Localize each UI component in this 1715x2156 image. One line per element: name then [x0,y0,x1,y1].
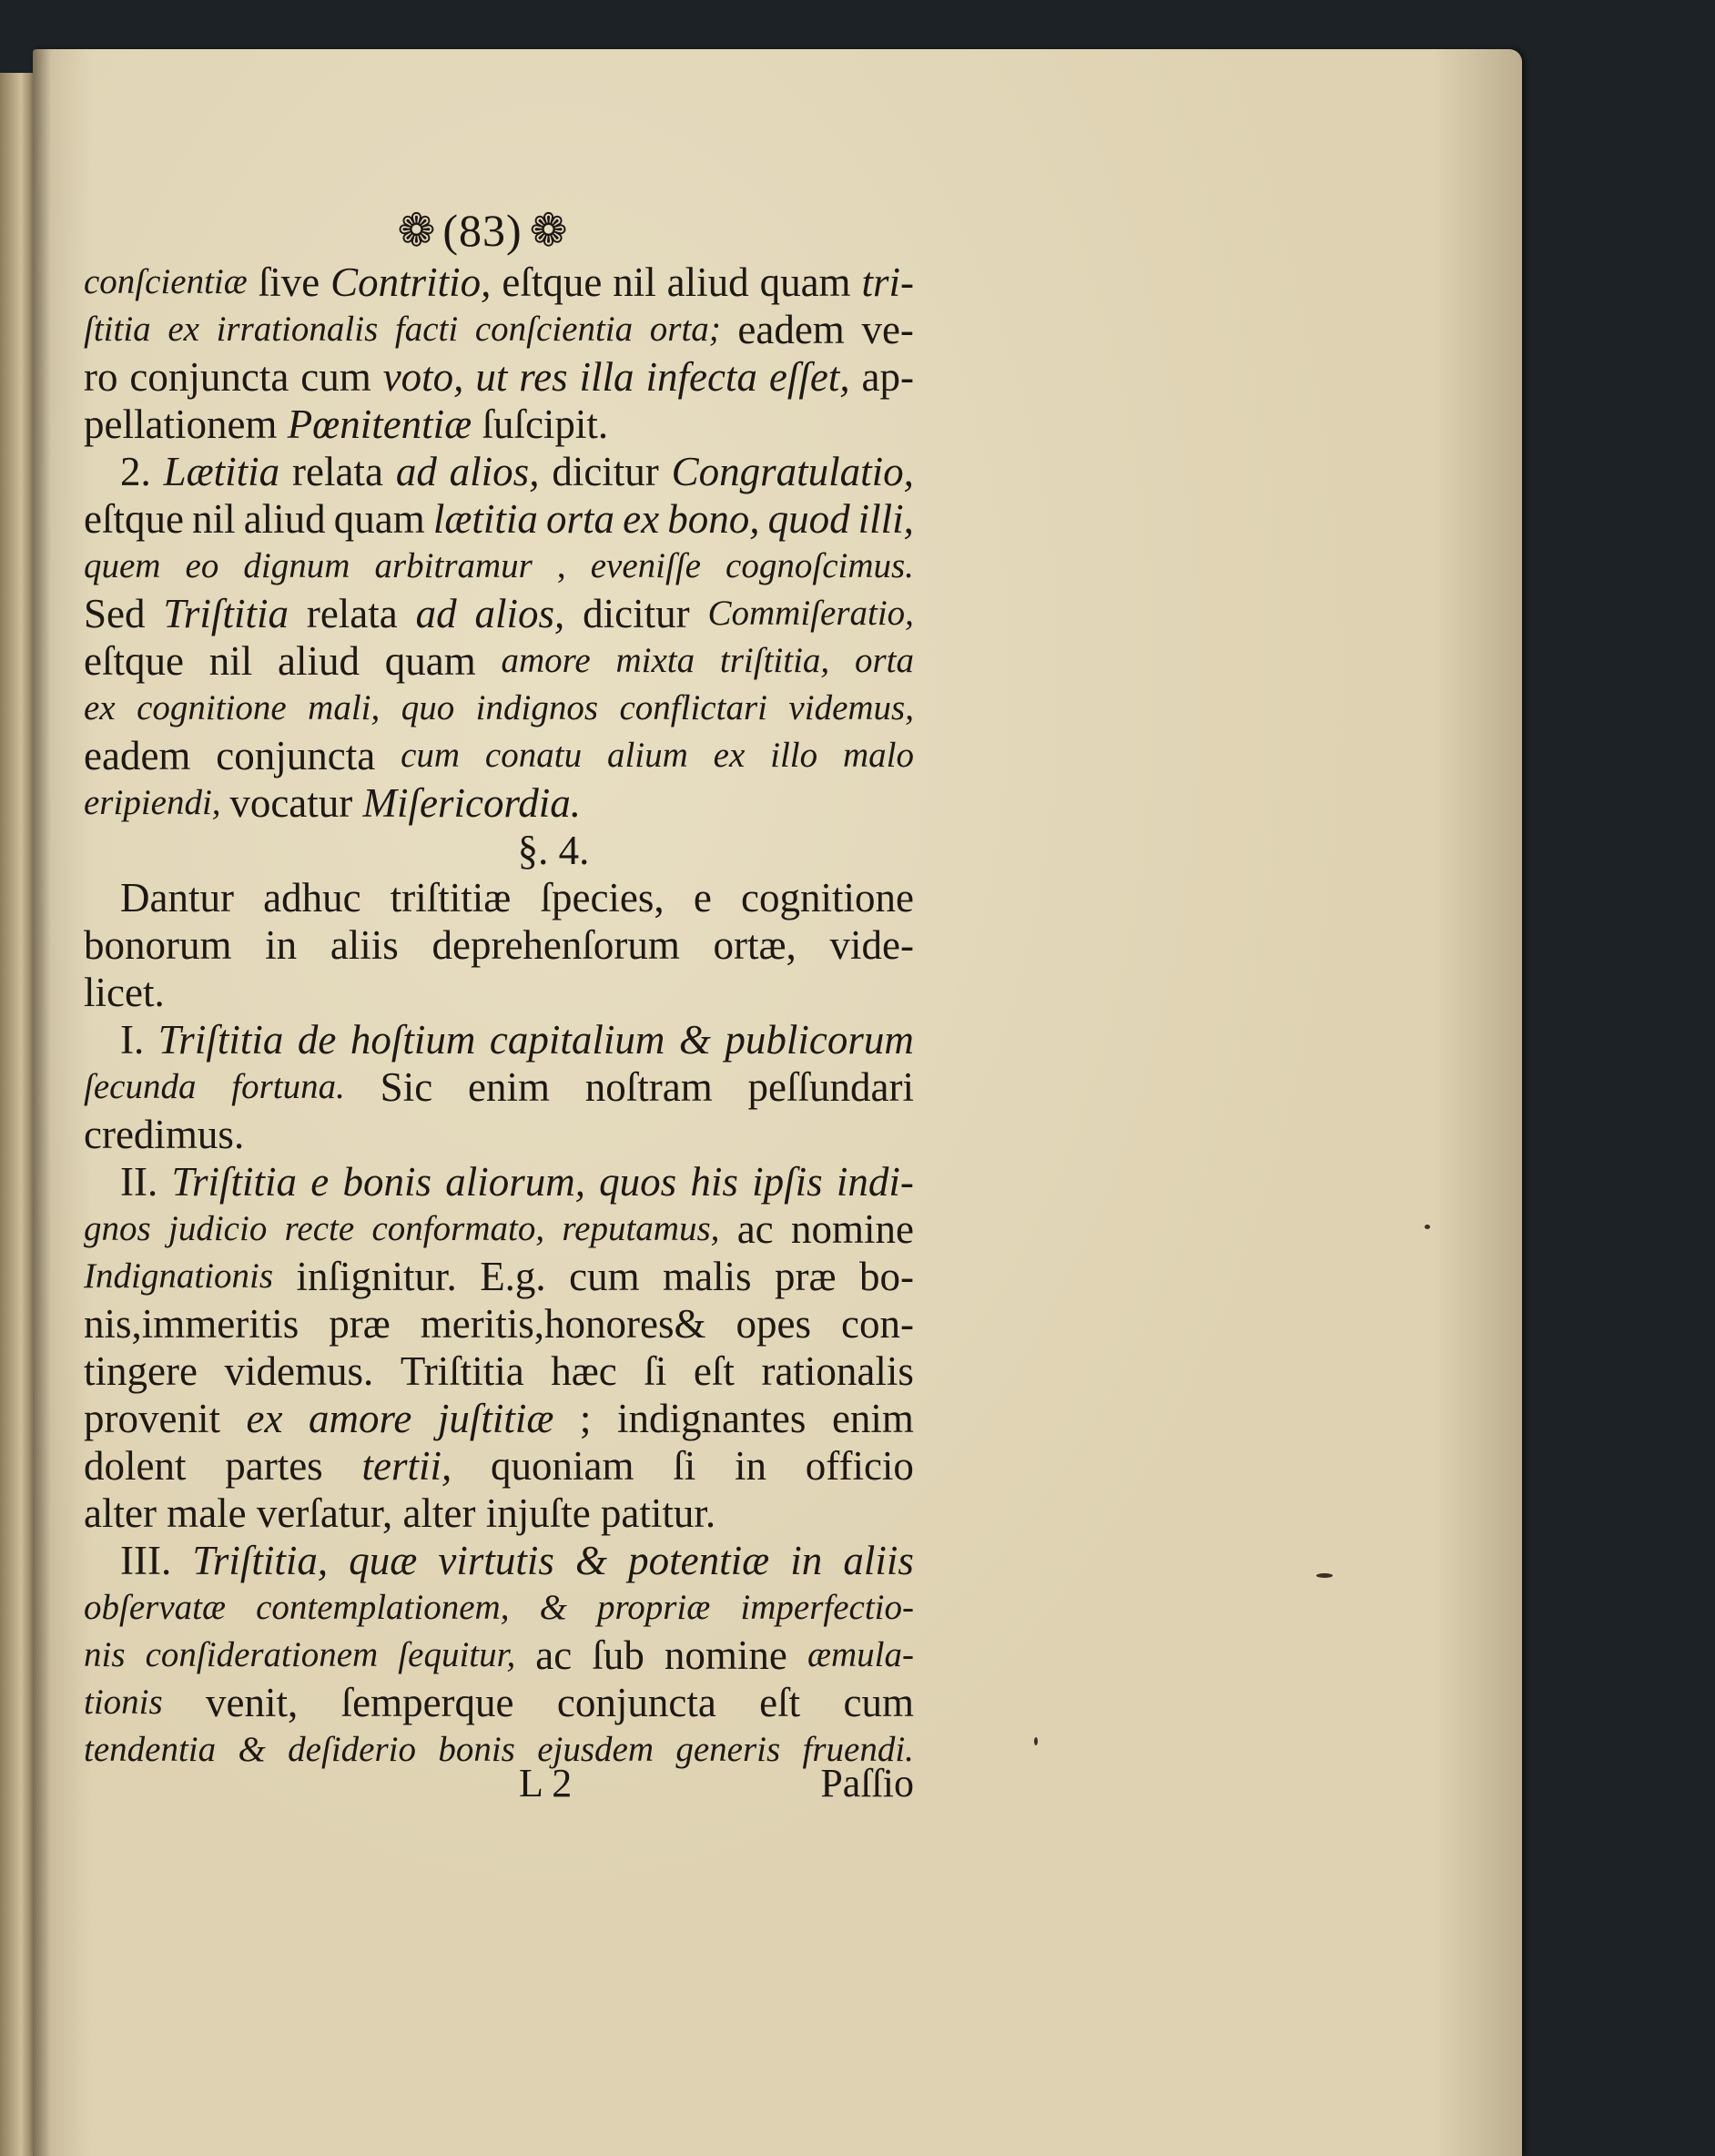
text-line [84,779,914,827]
word: quam [333,496,425,542]
word: 2. [120,449,151,494]
word: conformato, [371,1209,545,1248]
word: tertii, [361,1443,452,1489]
text-line [84,1632,914,1679]
word: quam [384,638,476,684]
word: conjuncta [129,354,289,400]
word: potentiæ [628,1538,770,1583]
word: eadem [737,307,845,352]
ink-speck [1034,1737,1038,1745]
word: dolent [84,1443,187,1489]
word: capitalium [489,1017,665,1063]
word: hæc [551,1348,617,1394]
text-line [84,259,914,306]
page-footer [84,1760,914,1811]
word: orta [854,641,914,680]
word: enim [467,1064,550,1110]
word: obſervatæ [84,1588,226,1627]
word: cum [569,1254,640,1299]
text-line [84,969,914,1016]
word: eripiendi, [84,783,230,822]
word: ipſis [752,1159,823,1205]
text-line [84,353,914,401]
text-line [84,921,914,969]
word: Congratulatio, [671,449,914,494]
word: imperfectio- [740,1588,914,1627]
word: conjuncta [556,1680,716,1725]
word: ſpecies, [540,875,665,920]
word: generis [675,1730,781,1769]
word: conflictari [619,688,767,727]
word: eſt [759,1680,801,1725]
word: Commiſeratio, [707,594,914,633]
word: publicorum [725,1017,914,1063]
word: ex [623,496,660,542]
text-line [84,306,914,353]
word: enim [831,1396,914,1441]
word: indignos [475,688,599,727]
word: infecta [645,354,757,400]
text-line [84,1584,914,1632]
text-line [84,495,914,543]
word: ro [84,354,118,400]
word: cognitione [740,875,914,920]
word: ſemperque [340,1680,514,1725]
word: cum [300,354,371,400]
word: irrationalis [216,310,379,349]
word: Triſtitia [163,591,289,636]
word: orta; [649,310,721,349]
word: vocatur [229,780,363,826]
word: præ [329,1301,391,1347]
text-line [84,637,914,685]
word: eſtque [84,496,184,542]
word: Pœnitentiæ [287,402,482,447]
word: nis [84,1635,126,1674]
text-line [84,732,914,779]
word: Dantur [120,875,234,920]
word: quæ [349,1538,418,1583]
word: dicitur [583,591,690,636]
word: Triſtitia, [192,1538,329,1583]
word: meritis,honores& [420,1301,706,1347]
word: dignum [243,546,350,585]
word: ad [415,591,457,636]
word: deprehenſorum [431,922,680,968]
word: nil [613,259,656,305]
word: triſtitia, [719,641,830,680]
word: voto, [382,354,464,400]
word: facti [394,310,459,349]
word: indi- [836,1159,914,1205]
word: in [790,1538,823,1583]
word: ad [395,449,437,494]
word: nomine [790,1206,914,1252]
word: aliorum, [445,1159,585,1205]
signature-mark: L 2 [519,1761,573,1805]
word: æmula- [807,1635,914,1674]
word: nil [192,496,236,542]
word: res [519,354,568,400]
word: aliud [243,496,326,542]
word: conatu [484,736,583,775]
word: pellationem [84,402,288,447]
text-line [84,1395,914,1442]
word: alter male verſatur, alter injuſte patitur. [84,1490,716,1536]
text-line [84,1348,914,1395]
word: contemplationem, [256,1588,510,1627]
word: fruendi. [802,1730,914,1769]
word: gnos [84,1209,151,1248]
word: relata [306,591,398,636]
word: eo [185,546,219,585]
word: hoſtium [350,1017,476,1063]
word: quam [759,259,851,305]
word: mixta [615,641,695,680]
word: nomine [664,1632,787,1678]
text-line [84,1111,914,1158]
catchword: Paſſio [820,1761,914,1805]
word: propriæ [597,1588,711,1627]
word: quem [84,546,161,585]
word: alios, [449,449,540,494]
word: e [310,1159,330,1205]
page-number: (83) [442,205,523,256]
word: cognitione [137,688,287,727]
word: fortuna. [231,1067,345,1106]
word: Triſtitia [171,1159,298,1205]
word: Indignationis [84,1256,274,1296]
word: provenit [84,1396,220,1441]
word: dicitur [552,449,659,494]
word: I. [120,1017,145,1063]
word: E.g. [480,1254,546,1299]
word: §. 4. [517,828,590,873]
word: illa [579,354,634,400]
word: videmus. [224,1348,374,1394]
word: bo- [858,1254,914,1299]
word: eſt [693,1348,735,1394]
word: ſecunda [84,1067,197,1106]
word: Sed [84,591,146,636]
word: alium [606,736,688,775]
ornament-left-icon: ❁ [397,205,436,256]
word: eſtque [84,638,184,684]
word: & [539,1588,567,1627]
word: quo [401,688,455,727]
word: bono, [667,496,760,542]
word: ſive [258,259,320,305]
body-text [84,259,914,1774]
word: rationalis [761,1348,914,1394]
word: lætitia [432,496,538,542]
word: tendentia [84,1730,217,1769]
word: credimus. [84,1112,245,1157]
word: Triſtitia [157,1017,284,1063]
word: ve- [861,307,914,352]
text-line [84,685,914,732]
word: his [690,1159,738,1205]
word: indignantes [616,1396,807,1441]
text-line [84,401,914,448]
word: illi, [858,496,914,542]
word: orta [546,496,615,542]
word: ap- [861,354,914,400]
word: eadem [84,733,191,778]
word: Triſtitia [400,1348,524,1394]
word: eſtque [502,259,603,305]
ink-speck [1425,1225,1430,1229]
word: aliis [330,922,399,968]
text-line [84,590,914,637]
word: III. [120,1538,172,1583]
text-line [84,1253,914,1300]
word: & [238,1730,266,1769]
text-line [84,1537,914,1584]
word: nis,immeritis [84,1301,299,1347]
word: ex [246,1396,283,1441]
word: officio [805,1443,914,1489]
word: malis [663,1254,752,1299]
word: tingere [84,1348,198,1394]
text-line [84,874,914,921]
word: con- [841,1301,914,1347]
text-line [84,1490,914,1537]
word: amore [501,641,591,680]
word: ortæ, [713,922,797,968]
word: malo [843,736,914,775]
word: peſſundari [747,1064,914,1110]
word: eſſet, [768,354,850,400]
text-line [84,1679,914,1726]
word: eveniſſe [590,546,701,585]
word: aliis [843,1538,914,1583]
word: II. [120,1159,158,1205]
word: ſi [644,1348,667,1394]
text-line [84,1442,914,1490]
word: ex [167,310,199,349]
word: tionis [84,1683,163,1722]
ink-speck [1316,1573,1333,1578]
word: quoniam [490,1443,634,1489]
word: noſtram [584,1064,713,1110]
word: conſcientiæ [84,262,248,301]
word: ejusdem [537,1730,654,1769]
word: licet. [84,970,165,1015]
word: videmus, [788,688,914,727]
word: ſub [592,1632,644,1678]
word: cognoſcimus. [726,546,914,585]
word: amore [308,1396,412,1441]
word: ſuſcipit. [482,402,609,447]
word: ac [736,1206,774,1252]
word: ac [535,1632,573,1678]
word: conjuncta [216,733,376,778]
text-line [84,1300,914,1348]
text-line [84,448,914,495]
word: conſcientia [474,310,634,349]
word: relata [292,449,383,494]
word: tri- [861,259,914,305]
text-line [84,543,914,590]
word: bonis [438,1730,515,1769]
word: Contritio, [330,259,492,305]
word: ſequitur, [398,1635,516,1674]
word: e [693,875,712,920]
word: quod [767,496,850,542]
word: mali, [308,688,381,727]
word: , [556,546,566,585]
text-line [84,1205,914,1253]
word: nil [208,638,253,684]
text-line [84,827,914,874]
word: de [297,1017,337,1063]
word: illo [770,736,818,775]
word: cum [401,736,461,775]
word: conſiderationem [145,1635,379,1674]
word: Lætitia [163,449,280,494]
word: deſiderio [288,1730,416,1769]
word: ex [84,688,116,727]
word: cum [843,1680,914,1725]
word: & [575,1538,608,1583]
word: virtutis [438,1538,554,1583]
ornament-right-icon: ❁ [529,205,568,256]
word: vide- [829,922,914,968]
word: ex [713,736,746,775]
word: & [678,1017,711,1063]
text-line [84,1063,914,1111]
word: judicio [168,1209,268,1248]
word: in [735,1443,767,1489]
page-header [373,198,592,262]
word: inſignitur. [296,1254,457,1299]
word: ; [579,1396,592,1441]
word: bonis [342,1159,431,1205]
word: triſtitiæ [390,875,512,920]
word: reputamus, [562,1209,720,1248]
word: bonorum [84,922,232,968]
word: Miſericordia. [362,780,582,826]
text-line [84,1158,914,1205]
word: recte [284,1209,355,1248]
word: juſtitiæ [437,1396,554,1441]
word: opes [736,1301,812,1347]
word: aliud [278,638,360,684]
word: arbitramur [374,546,533,585]
page-gutter-shadow [33,49,51,2156]
word: quos [599,1159,677,1205]
word: ut [475,354,508,400]
word: ſtitia [84,310,151,349]
word: præ [775,1254,837,1299]
word: ſi [673,1443,696,1489]
word: Sic [380,1064,433,1110]
word: alios, [474,591,565,636]
word: aliud [666,259,749,305]
word: adhuc [263,875,361,920]
text-line [84,1016,914,1063]
word: in [265,922,298,968]
word: partes [225,1443,323,1489]
word: venit, [206,1680,299,1725]
